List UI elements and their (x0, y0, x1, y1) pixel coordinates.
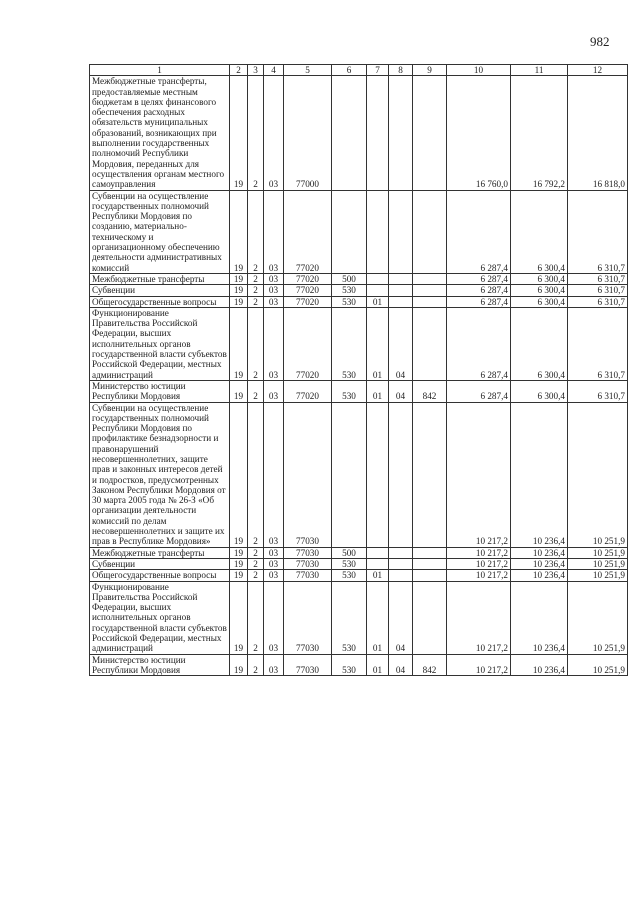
table-cell: 10 236,4 (511, 654, 568, 676)
table-cell: 6 300,4 (511, 380, 568, 402)
table-cell (389, 547, 413, 558)
table-cell: 2 (248, 570, 264, 581)
table-cell: 04 (389, 380, 413, 402)
table-cell: 19 (230, 581, 248, 654)
table-cell: 01 (367, 307, 389, 380)
table-cell: 10 251,9 (568, 402, 628, 547)
table-cell (413, 558, 447, 569)
table-cell: 77020 (284, 190, 332, 273)
table-cell: 2 (248, 285, 264, 296)
table-cell: 530 (332, 285, 367, 296)
table-row (90, 547, 628, 558)
row-label: Субвенции (90, 285, 230, 296)
column-header: 8 (389, 65, 413, 76)
table-row (90, 581, 628, 654)
table-cell: 6 310,7 (568, 380, 628, 402)
table-row (90, 307, 628, 380)
table-row (90, 654, 628, 676)
table-cell: 19 (230, 307, 248, 380)
row-label: Субвенции на осуществление государственных полномочий Республики Мордовия по созданию, материально-техническому и организационному обеспечению деятельности административных комиссий (90, 190, 230, 273)
table-header-row (90, 65, 628, 76)
column-header: 12 (568, 65, 628, 76)
table-cell: 01 (367, 581, 389, 654)
table-cell: 77000 (284, 76, 332, 190)
table-cell (413, 307, 447, 380)
table-cell (367, 190, 389, 273)
row-label: Субвенции (90, 558, 230, 569)
table-cell: 10 251,9 (568, 581, 628, 654)
table-cell (389, 190, 413, 273)
table-cell: 03 (264, 380, 284, 402)
table-cell: 6 287,4 (447, 285, 511, 296)
table-cell (413, 581, 447, 654)
table-cell: 19 (230, 654, 248, 676)
table-cell: 03 (264, 76, 284, 190)
table-cell: 77020 (284, 285, 332, 296)
table-cell: 6 300,4 (511, 307, 568, 380)
table-cell: 03 (264, 285, 284, 296)
table-cell: 530 (332, 570, 367, 581)
table-row (90, 273, 628, 284)
table-cell: 19 (230, 380, 248, 402)
table-cell: 04 (389, 581, 413, 654)
table-cell: 03 (264, 307, 284, 380)
table-cell (389, 285, 413, 296)
table-cell: 10 236,4 (511, 558, 568, 569)
row-label: Функционирование Правительства Российской Федерации, высших исполнительных органов государственной власти субъектов Российской Федерации, местных администраций (90, 307, 230, 380)
budget-table (89, 64, 628, 676)
table-cell: 2 (248, 380, 264, 402)
table-cell: 6 287,4 (447, 296, 511, 307)
table-cell: 19 (230, 190, 248, 273)
column-header: 5 (284, 65, 332, 76)
table-cell: 16 760,0 (447, 76, 511, 190)
column-header: 10 (447, 65, 511, 76)
table-cell (413, 296, 447, 307)
table-cell: 03 (264, 296, 284, 307)
table-cell: 530 (332, 654, 367, 676)
table-cell: 19 (230, 76, 248, 190)
table-cell (389, 570, 413, 581)
table-cell (413, 547, 447, 558)
table-cell (332, 190, 367, 273)
table-cell (367, 547, 389, 558)
table-cell: 10 251,9 (568, 570, 628, 581)
table-cell: 6 310,7 (568, 190, 628, 273)
row-label: Функционирование Правительства Российской Федерации, высших исполнительных органов государственной власти субъектов Российской Федерации, местных администраций (90, 581, 230, 654)
table-cell: 03 (264, 273, 284, 284)
table-cell: 03 (264, 190, 284, 273)
table-cell: 842 (413, 654, 447, 676)
table-cell: 77020 (284, 380, 332, 402)
table-cell: 530 (332, 296, 367, 307)
table-cell: 10 217,2 (447, 581, 511, 654)
table-row (90, 190, 628, 273)
table-cell: 03 (264, 547, 284, 558)
table-cell: 2 (248, 558, 264, 569)
table-cell: 10 236,4 (511, 581, 568, 654)
table-cell: 6 310,7 (568, 296, 628, 307)
table-cell (367, 285, 389, 296)
table-cell: 19 (230, 296, 248, 307)
table-cell (413, 273, 447, 284)
table-cell: 842 (413, 380, 447, 402)
table-row (90, 570, 628, 581)
table-cell (413, 76, 447, 190)
column-header: 7 (367, 65, 389, 76)
table-row (90, 296, 628, 307)
table-cell: 03 (264, 402, 284, 547)
table-cell: 04 (389, 654, 413, 676)
table-cell (413, 402, 447, 547)
table-cell: 19 (230, 273, 248, 284)
column-header: 6 (332, 65, 367, 76)
table-cell (413, 285, 447, 296)
table-cell: 10 217,2 (447, 547, 511, 558)
table-cell: 77030 (284, 654, 332, 676)
column-header: 2 (230, 65, 248, 76)
table-cell: 19 (230, 402, 248, 547)
table-cell: 03 (264, 654, 284, 676)
table-cell (367, 273, 389, 284)
table-cell: 01 (367, 654, 389, 676)
table-cell: 10 251,9 (568, 654, 628, 676)
row-label: Общегосударственные вопросы (90, 570, 230, 581)
table-cell: 2 (248, 76, 264, 190)
table-cell: 6 287,4 (447, 380, 511, 402)
table-cell: 03 (264, 558, 284, 569)
table-cell: 10 217,2 (447, 654, 511, 676)
table-cell: 10 236,4 (511, 402, 568, 547)
column-header: 3 (248, 65, 264, 76)
table-cell: 6 287,4 (447, 190, 511, 273)
table-cell: 530 (332, 558, 367, 569)
table-cell: 530 (332, 380, 367, 402)
table-cell: 77030 (284, 547, 332, 558)
table-cell: 10 236,4 (511, 547, 568, 558)
table-cell (413, 190, 447, 273)
row-label: Межбюджетные трансферты (90, 273, 230, 284)
table-cell (389, 76, 413, 190)
column-header: 4 (264, 65, 284, 76)
table-row (90, 380, 628, 402)
table-cell: 77020 (284, 296, 332, 307)
table-cell: 500 (332, 547, 367, 558)
table-cell: 04 (389, 307, 413, 380)
table-cell (332, 76, 367, 190)
table-row (90, 285, 628, 296)
table-cell: 77020 (284, 307, 332, 380)
table-cell: 77030 (284, 581, 332, 654)
table-cell (332, 402, 367, 547)
table-cell: 19 (230, 547, 248, 558)
table-cell: 530 (332, 581, 367, 654)
table-cell: 10 217,2 (447, 558, 511, 569)
table-row (90, 402, 628, 547)
table-cell: 01 (367, 296, 389, 307)
table-cell: 6 287,4 (447, 273, 511, 284)
table-cell: 03 (264, 581, 284, 654)
table-cell: 01 (367, 570, 389, 581)
table-cell: 6 287,4 (447, 307, 511, 380)
table-cell: 6 310,7 (568, 307, 628, 380)
table-cell: 2 (248, 273, 264, 284)
table-cell: 2 (248, 307, 264, 380)
table-cell: 6 300,4 (511, 273, 568, 284)
table-cell: 6 300,4 (511, 285, 568, 296)
table-cell: 16 792,2 (511, 76, 568, 190)
column-header: 1 (90, 65, 230, 76)
table-cell: 03 (264, 570, 284, 581)
table-cell: 77030 (284, 402, 332, 547)
table-cell: 530 (332, 307, 367, 380)
table-row (90, 558, 628, 569)
table-cell: 19 (230, 570, 248, 581)
row-label: Межбюджетные трансферты, предоставляемые местным бюджетам в целях финансового обеспечения расходных обязательств муниципальных образований, возникающих при выполнении государственных полномочий Республики Мордовия, переданных для осуществления органам местного самоуправления (90, 76, 230, 190)
table-cell: 10 251,9 (568, 547, 628, 558)
table-cell: 77030 (284, 558, 332, 569)
table-cell: 16 818,0 (568, 76, 628, 190)
table-row (90, 76, 628, 190)
table-cell: 6 300,4 (511, 190, 568, 273)
row-label: Общегосударственные вопросы (90, 296, 230, 307)
table-cell: 500 (332, 273, 367, 284)
table-cell: 6 300,4 (511, 296, 568, 307)
table-cell: 6 310,7 (568, 273, 628, 284)
table-cell: 77020 (284, 273, 332, 284)
column-header: 9 (413, 65, 447, 76)
table-cell: 2 (248, 402, 264, 547)
table-cell (367, 402, 389, 547)
table-cell (389, 273, 413, 284)
table-cell: 10 251,9 (568, 558, 628, 569)
table-cell: 2 (248, 654, 264, 676)
table-cell (389, 402, 413, 547)
table-cell: 2 (248, 547, 264, 558)
page-number: 982 (590, 34, 610, 49)
table-cell: 2 (248, 581, 264, 654)
column-header: 11 (511, 65, 568, 76)
table-cell: 77030 (284, 570, 332, 581)
table-cell: 2 (248, 190, 264, 273)
table-cell (389, 558, 413, 569)
table-cell (367, 76, 389, 190)
table-cell: 6 310,7 (568, 285, 628, 296)
row-label: Министерство юстиции Республики Мордовия (90, 380, 230, 402)
table-body (90, 76, 628, 676)
table-cell: 10 217,2 (447, 570, 511, 581)
row-label: Министерство юстиции Республики Мордовия (90, 654, 230, 676)
row-label: Субвенции на осуществление государственных полномочий Республики Мордовия по профилактике безнадзорности и правонарушений несовершеннолетних, защите прав и законных интересов детей и подростков, предусмотренных Законом Республики Мордовия от 30 марта 2005 года № 26-З «Об организации деятельности комиссий по делам несовершеннолетних и защите их прав в Республике Мордовия» (90, 402, 230, 547)
table-cell: 10 217,2 (447, 402, 511, 547)
table-cell (367, 558, 389, 569)
table-cell: 19 (230, 558, 248, 569)
table-cell: 19 (230, 285, 248, 296)
table-cell: 01 (367, 380, 389, 402)
table-cell (389, 296, 413, 307)
row-label: Межбюджетные трансферты (90, 547, 230, 558)
table-cell (413, 570, 447, 581)
table-cell: 10 236,4 (511, 570, 568, 581)
table-cell: 2 (248, 296, 264, 307)
